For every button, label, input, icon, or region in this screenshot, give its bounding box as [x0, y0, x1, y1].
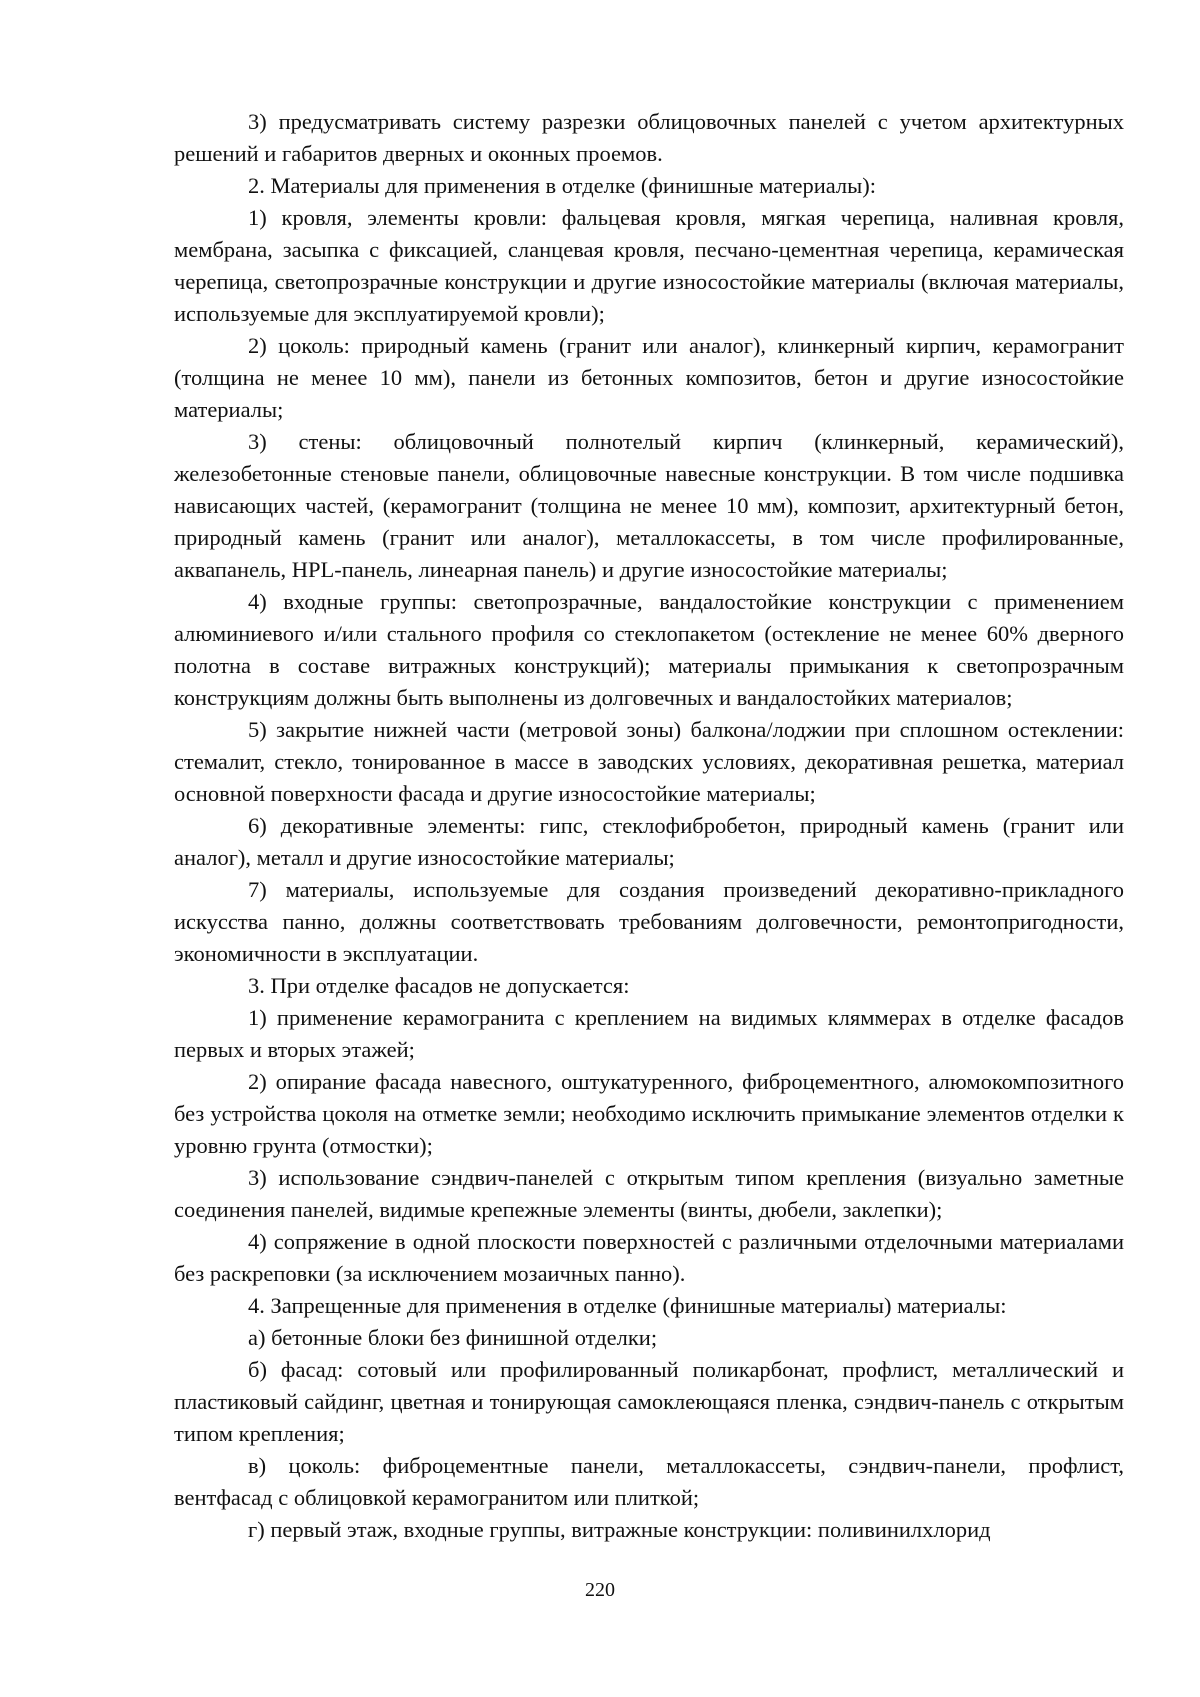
paragraph-forbidden-d: г) первый этаж, входные группы, витражные конструкции: поливинилхлорид	[248, 1517, 991, 1542]
paragraph-forbidden-c: в) цоколь: фиброцементные панели, металлокассеты, сэндвич-панели, профлист, вентфасад с облицовкой керамогранитом или плиткой;	[174, 1453, 1124, 1510]
paragraph-section-2-heading: 2. Материалы для применения в отделке (финишные материалы):	[248, 173, 877, 198]
paragraph-prohibited-junction: 4) сопряжение в одной плоскости поверхностей с различными отделочными материалами без раскреповки (за исключением мозаичных панно).	[174, 1229, 1124, 1286]
paragraph-section-1-item-3: 3) предусматривать систему разрезки облицовочных панелей с учетом архитектурных решений и габаритов дверных и оконных проемов.	[174, 109, 1124, 166]
paragraph-section-4-heading: 4. Запрещенные для применения в отделке (финишные материалы) материалы:	[248, 1293, 1007, 1318]
paragraph-decorative-elements: 6) декоративные элементы: гипс, стеклофибробетон, природный камень (гранит или аналог), металл и другие износостойкие материалы;	[174, 813, 1124, 870]
paragraph-balcony-closure: 5) закрытие нижней части (метровой зоны) балкона/лоджии при сплошном остеклении: стемалит, стекло, тонированное в массе в заводских условиях, декоративная решетка, материал основной поверхности фасада и другие износостойкие материалы;	[174, 717, 1124, 806]
paragraph-walls: 3) стены: облицовочный полнотелый кирпич (клинкерный, керамический), железобетонные стеновые панели, облицовочные навесные конструкции. В том числе подшивка нависающих частей, (керамогранит (толщина не менее 10 мм), композит, архитектурный бетон, природный камень (гранит или аналог), металлокассеты, в том числе профилированные, аквапанель, HPL-панель, линеарная панель) и другие износостойкие материалы;	[174, 429, 1124, 582]
paragraph-prohibited-clamps: 1) применение керамогранита с креплением на видимых кляммерах в отделке фасадов первых и вторых этажей;	[174, 1005, 1124, 1062]
paragraph-prohibited-support: 2) опирание фасада навесного, оштукатуренного, фиброцементного, алюмокомпозитного без устройства цоколя на отметке земли; необходимо исключить примыкание элементов отделки к уровню грунта (отмостки);	[174, 1069, 1124, 1158]
paragraph-roofing: 1) кровля, элементы кровли: фальцевая кровля, мягкая черепица, наливная кровля, мембрана, засыпка с фиксацией, сланцевая кровля, песчано-цементная черепица, керамическая черепица, светопрозрачные конструкции и другие износостойкие материалы (включая материалы, используемые для эксплуатируемой кровли);	[174, 205, 1124, 326]
paragraph-forbidden-a: а) бетонные блоки без финишной отделки;	[248, 1325, 658, 1350]
paragraph-entrance-groups: 4) входные группы: светопрозрачные, вандалостойкие конструкции с применением алюминиевого и/или стального профиля со стеклопакетом (остекление не менее 60% дверного полотна в составе витражных конструкций); материалы примыкания к светопрозрачным конструкциям должны быть выполнены из долговечных и вандалостойких материалов;	[174, 589, 1124, 710]
document-body	[174, 106, 1124, 1546]
paragraph-prohibited-sandwich: 3) использование сэндвич-панелей с открытым типом крепления (визуально заметные соединения панелей, видимые крепежные элементы (винты, дюбели, заклепки);	[174, 1165, 1124, 1222]
paragraph-panel-materials: 7) материалы, используемые для создания произведений декоративно-прикладного искусства панно, должны соответствовать требованиям долговечности, ремонтопригодности, экономичности в эксплуатации.	[174, 877, 1124, 966]
page-number: 220	[585, 1579, 615, 1601]
paragraph-forbidden-b: б) фасад: сотовый или профилированный поликарбонат, профлист, металлический и пластиковый сайдинг, цветная и тонирующая самоклеющаяся пленка, сэндвич-панель с открытым типом крепления;	[174, 1357, 1124, 1446]
paragraph-plinth: 2) цоколь: природный камень (гранит или аналог), клинкерный кирпич, керамогранит (толщина не менее 10 мм), панели из бетонных композитов, бетон и другие износостойкие материалы;	[174, 333, 1124, 422]
paragraph-section-3-heading: 3. При отделке фасадов не допускается:	[248, 973, 630, 998]
